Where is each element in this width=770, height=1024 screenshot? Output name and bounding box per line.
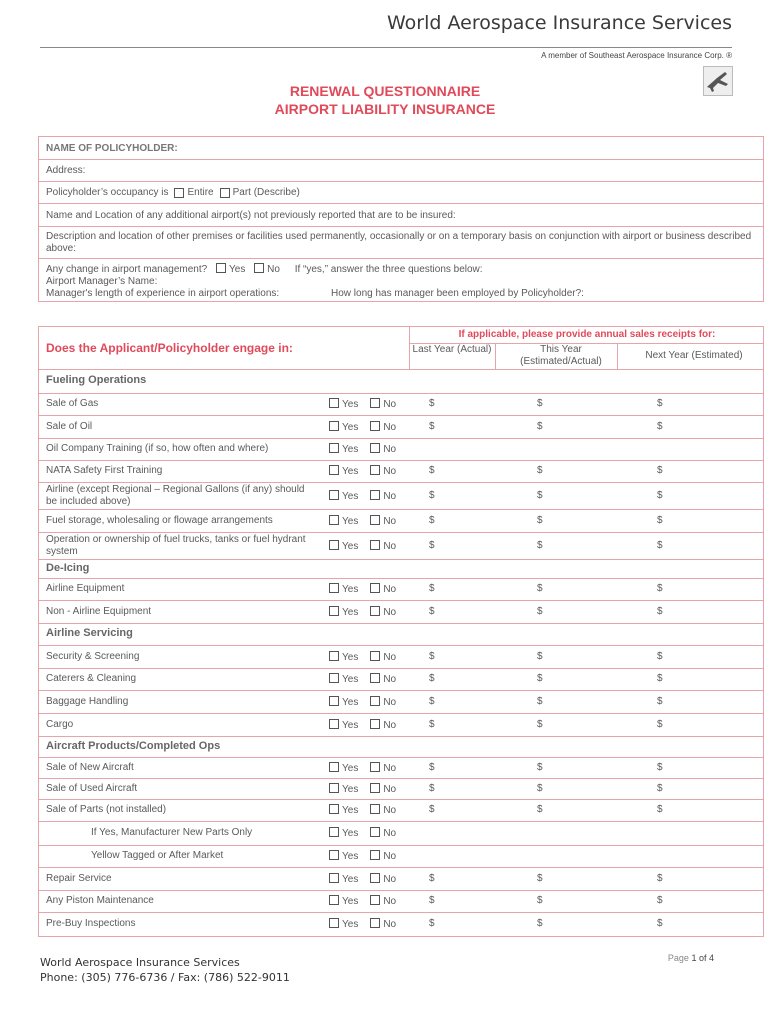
table-rule [39, 532, 763, 533]
policyholder-label: NAME OF POLICYHOLDER: [46, 142, 178, 154]
row-label: Airline (except Regional – Regional Gallons (if any) should be included above) [46, 484, 305, 507]
no-label: No [383, 805, 397, 816]
col-last-year: Last Year (Actual) [412, 344, 492, 355]
table-rule [39, 757, 763, 758]
yes-no-group [329, 804, 396, 816]
yes-checkbox[interactable] [329, 515, 339, 525]
last-year-amount[interactable]: $ [429, 583, 435, 594]
no-label: No [383, 896, 397, 907]
yes-no-group [329, 583, 396, 595]
yes-no-group [329, 398, 396, 410]
table-rule [39, 509, 763, 510]
additional-airports-label: Name and Location of any additional airport(s) not previously reported that are to be insured: [46, 209, 456, 221]
no-checkbox[interactable] [370, 762, 380, 772]
next-year-amount[interactable]: $ [657, 673, 663, 684]
next-year-amount[interactable]: $ [657, 804, 663, 815]
yes-checkbox[interactable] [329, 583, 339, 593]
row-label: Airline Equipment [46, 583, 125, 594]
yes-label: Yes [342, 584, 359, 595]
yes-checkbox[interactable] [329, 873, 339, 883]
no-checkbox[interactable] [370, 398, 380, 408]
table-rule [39, 645, 763, 646]
table-column-rule [617, 343, 618, 369]
yes-checkbox[interactable] [329, 850, 339, 860]
row-label: Security & Screening [46, 650, 140, 662]
this-year-amount[interactable]: $ [537, 583, 543, 594]
yes-checkbox[interactable] [329, 421, 339, 431]
yes-no-group [329, 719, 396, 731]
yes-label: Yes [342, 490, 359, 502]
manager-name-label: Airport Manager’s Name: [46, 276, 158, 287]
next-year-amount[interactable]: $ [657, 398, 663, 409]
occupancy-row [39, 182, 763, 204]
no-checkbox[interactable] [370, 673, 380, 683]
table-rule [39, 845, 763, 846]
yes-no-group [329, 651, 396, 663]
table-rule [39, 438, 763, 439]
no-label: No [383, 851, 397, 862]
yes-checkbox[interactable] [329, 827, 339, 837]
row-label: If Yes, Manufacturer New Parts Only [91, 827, 253, 838]
no-label: No [383, 466, 397, 477]
no-label: No [383, 783, 397, 795]
yes-no-group [329, 918, 396, 930]
next-year-amount[interactable]: $ [657, 872, 663, 884]
yes-no-group [329, 515, 396, 527]
last-year-amount[interactable]: $ [429, 872, 435, 884]
no-checkbox[interactable] [370, 651, 380, 661]
table-rule [39, 867, 763, 868]
next-year-amount[interactable]: $ [657, 605, 663, 617]
table-rule [39, 578, 763, 579]
yes-checkbox[interactable] [329, 719, 339, 729]
next-year-amount[interactable]: $ [657, 761, 663, 773]
no-label: No [383, 515, 397, 527]
yes-no-group [329, 540, 396, 552]
next-year-amount[interactable]: $ [657, 514, 663, 526]
no-checkbox[interactable] [370, 583, 380, 593]
row-label: Sale of Used Aircraft [46, 782, 138, 794]
yes-checkbox[interactable] [329, 804, 339, 814]
next-year-amount[interactable]: $ [657, 650, 663, 662]
if-yes-note: If “yes,” answer the three questions below: [294, 264, 483, 275]
yes-checkbox[interactable] [329, 606, 339, 616]
this-year-amount[interactable]: $ [537, 782, 543, 794]
section-heading: De-Icing [46, 561, 90, 574]
next-year-amount[interactable]: $ [657, 465, 663, 476]
no-label: No [383, 606, 397, 618]
yes-no-group [329, 783, 396, 795]
no-checkbox[interactable] [370, 719, 380, 729]
this-year-amount[interactable]: $ [537, 761, 543, 773]
table-rule [39, 713, 763, 714]
no-checkbox[interactable] [370, 918, 380, 928]
table-rule [39, 482, 763, 483]
table-column-rule [495, 343, 496, 369]
table-rule [39, 460, 763, 461]
yes-label: Yes [342, 805, 359, 816]
management-yes-checkbox[interactable] [216, 263, 226, 273]
no-label: No [383, 490, 397, 502]
row-label: Oil Company Training (if so, how often and where) [46, 443, 269, 454]
policyholder-info-box [38, 136, 764, 302]
yes-label: Yes [342, 606, 359, 618]
table-rule [39, 369, 763, 370]
last-year-amount[interactable]: $ [429, 673, 435, 684]
row-label: Operation or ownership of fuel trucks, tanks or fuel hydrant system [46, 534, 306, 557]
premises-field[interactable] [39, 227, 763, 259]
row-label: Sale of New Aircraft [46, 761, 134, 773]
next-year-amount[interactable]: $ [657, 918, 663, 929]
no-label: No [383, 762, 397, 774]
last-year-amount[interactable]: $ [429, 895, 435, 906]
row-label: Repair Service [46, 872, 112, 884]
yes-label: Yes [342, 696, 359, 708]
no-label: No [383, 719, 397, 731]
yes-no-group [329, 873, 396, 885]
table-column-rule [409, 327, 410, 369]
address-label: Address: [46, 165, 86, 176]
management-no-label: No [267, 264, 280, 275]
yes-no-group [329, 762, 396, 774]
yes-label: Yes [342, 466, 359, 477]
title-line-1: RENEWAL QUESTIONNAIRE [289, 83, 481, 99]
row-label: Fuel storage, wholesaling or flowage arrangements [46, 514, 273, 526]
experience-label[interactable]: Manager's length of experience in airport operations: [46, 288, 280, 299]
entire-checkbox[interactable] [174, 188, 184, 198]
yes-no-group [329, 673, 396, 685]
yes-checkbox[interactable] [329, 465, 339, 475]
no-label: No [383, 584, 397, 595]
this-year-amount[interactable]: $ [537, 420, 543, 432]
yes-label: Yes [342, 421, 359, 433]
footer-company: World Aerospace Insurance Services [40, 956, 240, 969]
employed-label[interactable]: How long has manager been employed by Policyholder?: [331, 288, 584, 299]
yes-label: Yes [342, 444, 359, 455]
yes-checkbox[interactable] [329, 540, 339, 550]
no-label: No [383, 444, 397, 455]
no-checkbox[interactable] [370, 783, 380, 793]
table-rule [39, 821, 763, 822]
yes-label: Yes [342, 919, 359, 930]
part-label: Part (Describe) [232, 187, 300, 198]
manager-name-field[interactable] [46, 276, 756, 288]
footer [40, 955, 290, 985]
footer-contact: Phone: (305) 776-6736 / Fax: (786) 522-9011 [40, 971, 290, 984]
yes-checkbox[interactable] [329, 673, 339, 683]
yes-checkbox[interactable] [329, 895, 339, 905]
row-label: Yellow Tagged or After Market [91, 850, 224, 861]
row-label: Caterers & Cleaning [46, 673, 137, 684]
yes-label: Yes [342, 896, 359, 907]
yes-label: Yes [342, 540, 359, 552]
no-checkbox[interactable] [370, 873, 380, 883]
yes-no-group [329, 465, 396, 477]
yes-label: Yes [342, 783, 359, 795]
no-checkbox[interactable] [370, 443, 380, 453]
no-label: No [383, 421, 397, 433]
table-rule [39, 736, 763, 737]
table-rule [39, 668, 763, 669]
table-rule [39, 799, 763, 800]
table-rule [39, 623, 763, 624]
this-year-amount[interactable]: $ [537, 650, 543, 662]
yes-no-group [329, 696, 396, 708]
yes-label: Yes [342, 515, 359, 527]
page-count: 1 of 4 [691, 953, 714, 963]
this-year-amount[interactable]: $ [537, 804, 543, 815]
last-year-amount[interactable]: $ [429, 804, 435, 815]
yes-no-group [329, 421, 396, 433]
premises-label: Description and location of other premises or facilities used permanently, occasionally or on a temporary basis on conjunction with airport or business described above: [46, 230, 752, 254]
section-heading: Aircraft Products/Completed Ops [46, 739, 221, 752]
section-heading: Fueling Operations [46, 374, 147, 386]
member-note: A member of Southeast Aerospace Insurance Corp. ® [541, 51, 732, 60]
address-field[interactable] [39, 160, 763, 182]
row-label: Sale of Parts (not installed) [46, 804, 167, 815]
row-label: Any Piston Maintenance [46, 895, 154, 906]
management-change-label: Any change in airport management? [46, 264, 208, 275]
table-rule [39, 559, 763, 560]
no-checkbox[interactable] [370, 895, 380, 905]
last-year-amount[interactable]: $ [429, 398, 435, 409]
last-year-amount[interactable]: $ [429, 489, 435, 501]
this-year-amount[interactable]: $ [537, 489, 543, 501]
last-year-amount[interactable]: $ [429, 761, 435, 773]
yes-label: Yes [342, 674, 359, 685]
yes-no-group [329, 606, 396, 618]
next-year-amount[interactable]: $ [657, 539, 663, 551]
this-year-amount[interactable]: $ [537, 918, 543, 929]
yes-no-group [329, 443, 396, 455]
this-year-amount[interactable]: $ [537, 695, 543, 707]
next-year-amount[interactable]: $ [657, 489, 663, 501]
this-year-amount[interactable]: $ [537, 895, 543, 906]
no-checkbox[interactable] [370, 540, 380, 550]
row-label: Baggage Handling [46, 695, 129, 707]
no-label: No [383, 651, 397, 663]
last-year-amount[interactable]: $ [429, 918, 435, 929]
no-label: No [383, 828, 397, 839]
title-line-2: AIRPORT LIABILITY INSURANCE [274, 101, 496, 117]
col-next-year: Next Year (Estimated) [645, 350, 743, 361]
table-rule [39, 415, 763, 416]
yes-checkbox[interactable] [329, 783, 339, 793]
last-year-amount[interactable]: $ [429, 782, 435, 794]
row-label: Pre-Buy Inspections [46, 918, 136, 929]
table-rule [39, 778, 763, 779]
yes-no-group [329, 850, 396, 862]
policyholder-field[interactable] [39, 137, 763, 160]
no-checkbox[interactable] [370, 696, 380, 706]
no-checkbox[interactable] [370, 804, 380, 814]
company-brand: World Aerospace Insurance Services [386, 12, 732, 34]
table-rule [39, 600, 763, 601]
next-year-amount[interactable]: $ [657, 583, 663, 594]
row-label: Sale of Gas [46, 398, 99, 409]
yes-checkbox[interactable] [329, 443, 339, 453]
no-checkbox[interactable] [370, 490, 380, 500]
no-label: No [383, 919, 397, 930]
experience-row [46, 288, 756, 300]
no-label: No [383, 540, 397, 552]
yes-checkbox[interactable] [329, 398, 339, 408]
part-checkbox[interactable] [220, 188, 230, 198]
yes-label: Yes [342, 399, 359, 410]
yes-checkbox[interactable] [329, 918, 339, 928]
yes-no-group [329, 827, 396, 839]
last-year-amount[interactable]: $ [429, 718, 435, 730]
yes-no-group [329, 895, 396, 907]
this-year-amount[interactable]: $ [537, 605, 543, 617]
last-year-amount[interactable]: $ [429, 605, 435, 617]
yes-checkbox[interactable] [329, 490, 339, 500]
no-checkbox[interactable] [370, 606, 380, 616]
yes-checkbox[interactable] [329, 696, 339, 706]
yes-checkbox[interactable] [329, 762, 339, 772]
no-label: No [383, 696, 397, 708]
last-year-amount[interactable]: $ [429, 420, 435, 432]
last-year-amount[interactable]: $ [429, 514, 435, 526]
this-year-amount[interactable]: $ [537, 465, 543, 476]
header-rule [40, 47, 732, 48]
yes-label: Yes [342, 719, 359, 731]
occupancy-label: Policyholder’s occupancy is [46, 187, 169, 198]
no-label: No [383, 399, 397, 410]
next-year-amount[interactable]: $ [657, 895, 663, 906]
yes-label: Yes [342, 762, 359, 774]
no-label: No [383, 674, 397, 685]
management-row [39, 259, 763, 301]
no-checkbox[interactable] [370, 850, 380, 860]
yes-label: Yes [342, 651, 359, 663]
yes-label: Yes [342, 851, 359, 862]
next-year-amount[interactable]: $ [657, 420, 663, 432]
additional-airports-field[interactable] [39, 204, 763, 227]
activities-table [38, 326, 764, 937]
table-rule [39, 393, 763, 394]
col-this-year: This Year (Estimated/Actual) [520, 344, 602, 367]
last-year-amount[interactable]: $ [429, 650, 435, 662]
page-number [668, 953, 714, 963]
no-label: No [383, 873, 397, 885]
yes-no-group [329, 490, 396, 502]
this-year-amount[interactable]: $ [537, 718, 543, 730]
yes-checkbox[interactable] [329, 651, 339, 661]
last-year-amount[interactable]: $ [429, 695, 435, 707]
yes-label: Yes [342, 828, 359, 839]
table-rule [39, 890, 763, 891]
engage-heading: Does the Applicant/Policyholder engage in: [46, 341, 293, 355]
last-year-amount[interactable]: $ [429, 465, 435, 476]
no-checkbox[interactable] [370, 465, 380, 475]
management-no-checkbox[interactable] [254, 263, 264, 273]
no-checkbox[interactable] [370, 827, 380, 837]
table-rule [39, 690, 763, 691]
this-year-amount[interactable]: $ [537, 673, 543, 684]
row-label: Cargo [46, 718, 74, 730]
next-year-amount[interactable]: $ [657, 782, 663, 794]
this-year-amount[interactable]: $ [537, 514, 543, 526]
table-rule [39, 912, 763, 913]
section-heading: Airline Servicing [46, 627, 133, 639]
row-label: Sale of Oil [46, 420, 93, 432]
page-label: Page [667, 953, 689, 963]
management-yes-label: Yes [229, 264, 246, 275]
next-year-amount[interactable]: $ [657, 695, 663, 707]
yes-label: Yes [342, 873, 359, 885]
row-label: NATA Safety First Training [46, 465, 163, 476]
next-year-amount[interactable]: $ [657, 718, 663, 730]
this-year-amount[interactable]: $ [537, 539, 543, 551]
no-checkbox[interactable] [370, 421, 380, 431]
no-checkbox[interactable] [370, 515, 380, 525]
this-year-amount[interactable]: $ [537, 398, 543, 409]
row-label: Non - Airline Equipment [46, 605, 152, 617]
entire-label: Entire [187, 187, 214, 198]
sales-header: If applicable, please provide annual sales receipts for: [458, 329, 716, 340]
this-year-amount[interactable]: $ [537, 872, 543, 884]
table-rule [409, 343, 763, 344]
last-year-amount[interactable]: $ [429, 539, 435, 551]
